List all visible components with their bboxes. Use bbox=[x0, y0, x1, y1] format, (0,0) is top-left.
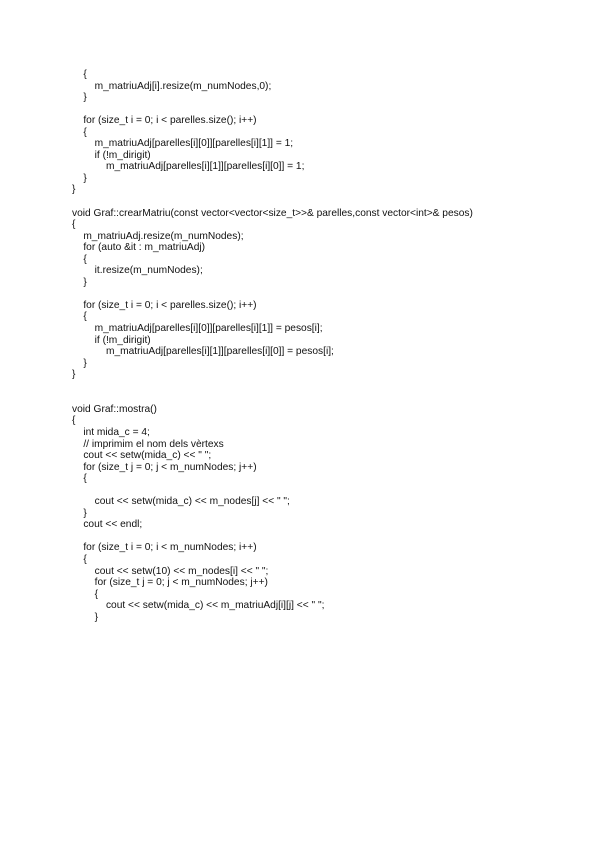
code-line: m_matriuAdj[parelles[i][1]][parelles[i][0]] = 1; bbox=[72, 161, 305, 173]
code-line: for (size_t i = 0; i < parelles.size(); i++) bbox=[72, 299, 257, 311]
code-line: } bbox=[72, 357, 87, 369]
code-line: } bbox=[72, 172, 87, 184]
code-line: { bbox=[72, 473, 87, 485]
code-line: cout << setw(mida_c) << " "; bbox=[72, 450, 212, 462]
code-line: m_matriuAdj.resize(m_numNodes); bbox=[72, 230, 244, 242]
code-line: } bbox=[72, 369, 76, 381]
code-line: for (auto &it : m_matriuAdj) bbox=[72, 242, 206, 254]
code-line: m_matriuAdj[parelles[i][1]][parelles[i][0]] = pesos[i]; bbox=[72, 346, 334, 358]
code-line: for (size_t j = 0; j < m_numNodes; j++) bbox=[72, 461, 257, 473]
code-line bbox=[72, 196, 592, 208]
code-line: void Graf::mostra() bbox=[72, 403, 157, 415]
code-line: m_matriuAdj[parelles[i][0]][parelles[i][1]] = pesos[i]; bbox=[72, 323, 323, 335]
code-line: if (!m_dirigit) bbox=[72, 334, 151, 346]
code-line: } bbox=[72, 92, 87, 104]
code-line: } bbox=[72, 184, 76, 196]
code-line: cout << setw(10) << m_nodes[i] << " "; bbox=[72, 565, 269, 577]
code-line: { bbox=[72, 588, 99, 600]
code-line: { bbox=[72, 553, 87, 565]
code-listing bbox=[72, 69, 592, 623]
code-line: int mida_c = 4; bbox=[72, 426, 150, 438]
code-line: } bbox=[72, 276, 87, 288]
code-line: if (!m_dirigit) bbox=[72, 149, 151, 161]
code-line bbox=[72, 392, 592, 404]
code-line: for (size_t j = 0; j < m_numNodes; j++) bbox=[72, 577, 268, 589]
code-line bbox=[72, 381, 592, 393]
code-line: } bbox=[72, 507, 87, 519]
code-line: for (size_t i = 0; i < m_numNodes; i++) bbox=[72, 542, 257, 554]
code-line: { bbox=[72, 69, 87, 80]
code-line: for (size_t i = 0; i < parelles.size(); i++) bbox=[72, 115, 257, 127]
code-line: cout << setw(mida_c) << m_nodes[j] << " "; bbox=[72, 496, 290, 508]
code-line bbox=[72, 531, 592, 543]
code-line: { bbox=[72, 126, 87, 138]
code-line bbox=[72, 104, 592, 116]
code-line: m_matriuAdj[parelles[i][0]][parelles[i][1]] = 1; bbox=[72, 138, 294, 150]
code-line: { bbox=[72, 415, 76, 427]
code-line: { bbox=[72, 253, 87, 265]
code-line: { bbox=[72, 311, 87, 323]
code-line bbox=[72, 485, 592, 497]
code-line bbox=[72, 288, 592, 300]
code-line: cout << setw(mida_c) << m_matriuAdj[i][j] << " "; bbox=[72, 600, 325, 612]
code-line: cout << endl; bbox=[72, 519, 143, 531]
code-line: { bbox=[72, 219, 76, 231]
code-line: it.resize(m_numNodes); bbox=[72, 265, 203, 277]
code-line: m_matriuAdj[i].resize(m_numNodes,0); bbox=[72, 80, 272, 92]
code-line: // imprimim el nom dels vèrtexs bbox=[72, 438, 224, 450]
code-line: } bbox=[72, 611, 99, 623]
code-line: void Graf::crearMatriu(const vector<vector<size_t>>& parelles,const vector<int>& pesos) bbox=[72, 207, 473, 219]
